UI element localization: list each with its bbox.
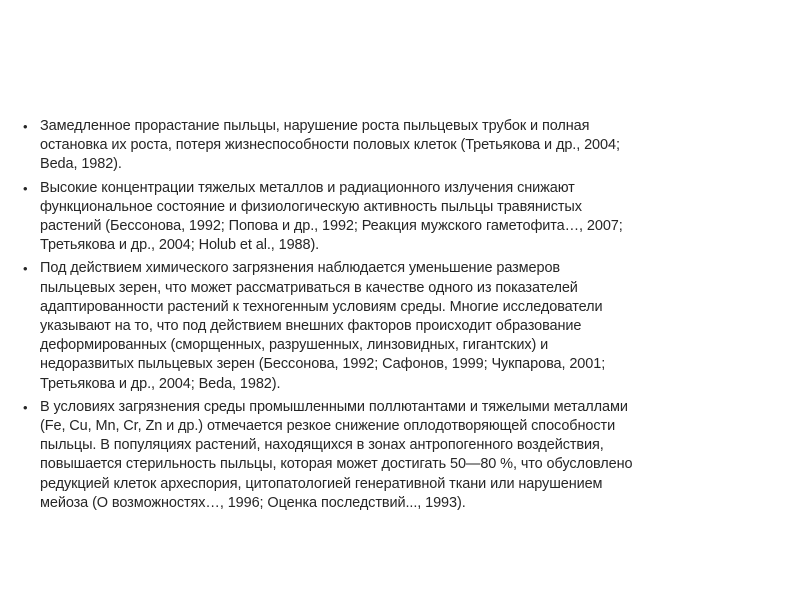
bullet-4-line-5: редукцией клеток археспория, цитопатологией генеративной ткани или нарушением bbox=[40, 475, 603, 492]
bullet-3-line-7: Третьякова и др., 2004; Beda, 1982). bbox=[40, 375, 281, 392]
bullet-1-line-3: Beda, 1982). bbox=[40, 156, 122, 173]
bullet-4-line-6: мейоза (О возможностях…, 1996; Оценка последствий..., 1993). bbox=[40, 494, 466, 511]
bullet-3-line-3: адаптированности растений к техногенным условиям среды. Многие исследователи bbox=[40, 298, 603, 315]
bullet-3-line-1: Под действием химического загрязнения наблюдается уменьшение размеров bbox=[40, 260, 561, 277]
bullet-item-1 bbox=[20, 117, 760, 175]
bullet-2-line-3: растений (Бессонова, 1992; Попова и др., 1992; Реакция мужского гаметофита…, 2007; bbox=[40, 218, 623, 235]
bullet-3-line-2: пыльцевых зерен, что может рассматриваться в качестве одного из показателей bbox=[40, 279, 578, 296]
bullet-1-line-2: остановка их роста, потеря жизнеспособности половых клеток (Третьякова и др., 2004; bbox=[40, 137, 620, 154]
bullet-item-2 bbox=[20, 179, 760, 256]
bullet-4-line-3: пыльцы. В популяциях растений, находящихся в зонах антропогенного воздействия, bbox=[40, 437, 604, 454]
bullet-list bbox=[20, 117, 760, 517]
bullet-4-line-2: (Fe, Cu, Mn, Cr, Zn и др.) отмечается резкое снижение оплодотворяющей способности bbox=[40, 418, 616, 435]
bullet-4-line-4: повышается стерильность пыльцы, которая может достигать 50—80 %, что обусловлено bbox=[40, 456, 633, 473]
bullet-1-line-1: Замедленное прорастание пыльцы, нарушение роста пыльцевых трубок и полная bbox=[40, 118, 590, 134]
bullet-point-icon: • bbox=[23, 119, 28, 134]
bullet-2-line-2: функциональное состояние и физиологическую активность пыльцы травянистых bbox=[40, 198, 582, 215]
bullet-3-line-6: недоразвитых пыльцевых зерен (Бессонова, 1992; Сафонов, 1999; Чукпарова, 2001; bbox=[40, 356, 606, 373]
bullet-point-icon: • bbox=[23, 261, 28, 277]
bullet-2-line-1: Высокие концентрации тяжелых металлов и радиационного излучения снижают bbox=[40, 179, 575, 196]
bullet-item-3 bbox=[20, 259, 760, 393]
bullet-3-line-4: указывают на то, что под действием внешних факторов происходит образование bbox=[40, 318, 582, 335]
bullet-item-4 bbox=[20, 398, 760, 513]
bullet-4-line-1: В условиях загрязнения среды промышленными поллютантами и тяжелыми металлами bbox=[40, 398, 628, 415]
bullet-point-icon: • bbox=[23, 399, 28, 415]
bullet-3-line-5: деформированных (сморщенных, разрушенных, линзовидных, гигантских) и bbox=[40, 337, 549, 354]
bullet-2-line-4: Третьякова и др., 2004; Holub et al., 1988). bbox=[40, 237, 320, 254]
bullet-point-icon: • bbox=[23, 180, 28, 196]
